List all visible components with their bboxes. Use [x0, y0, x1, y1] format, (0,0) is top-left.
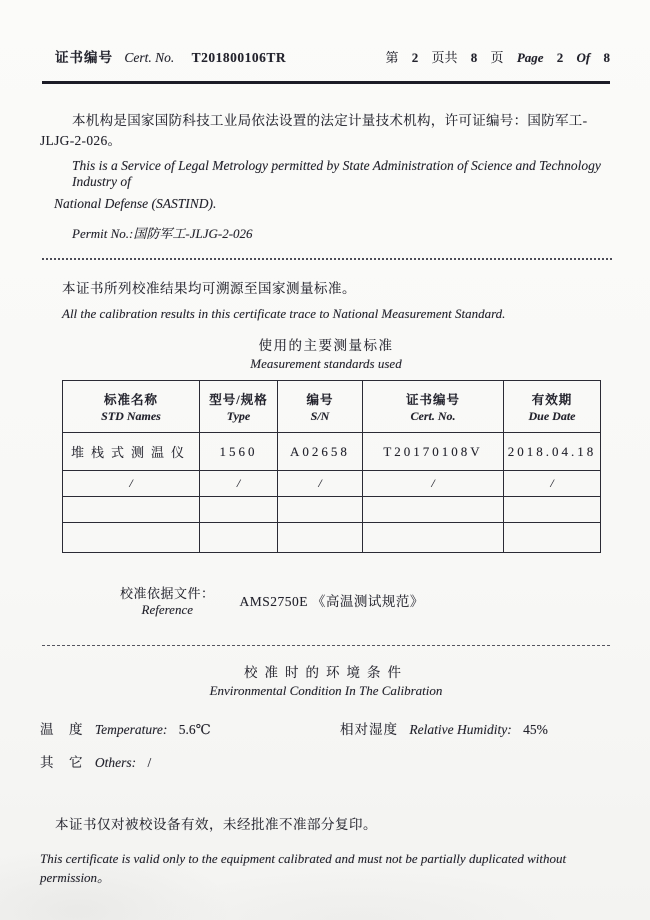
page-indicator — [386, 47, 612, 66]
table-row — [63, 497, 601, 523]
header-divider-line — [42, 81, 610, 84]
table-cell: 1560 — [200, 433, 278, 471]
environment-title-en: Environmental Condition In The Calibration — [209, 683, 443, 698]
reference-value: AMS2750E 《高温测试规范》 — [239, 594, 424, 609]
institution-statement-en-line2: National Defense (SASTIND). — [54, 196, 217, 211]
others-label-en: Others: — [94, 755, 137, 770]
others-value: / — [147, 755, 152, 770]
validity-statement-en: This certificate is valid only to the equipment calibrated and must not be partially duplicated without permission。 — [40, 851, 567, 885]
page-current: 2 — [411, 50, 419, 65]
page-zh-mid: 页共 — [431, 50, 458, 65]
page-en-total: 8 — [603, 50, 610, 65]
table-cell: / — [504, 471, 601, 497]
table-cell — [63, 497, 200, 523]
page-en-label: Page — [516, 50, 544, 65]
temperature-label-en: Temperature: — [94, 722, 168, 737]
table-header-row — [63, 381, 601, 433]
table-cell — [200, 497, 278, 523]
traceability-statement-en: All the calibration results in this certificate trace to National Measurement Standard. — [62, 306, 506, 321]
table-row — [63, 433, 601, 471]
cert-no-label-en: Cert. No. — [124, 50, 175, 65]
humidity-label-en: Relative Humidity: — [409, 722, 512, 737]
reference-label-en: Reference — [141, 602, 193, 617]
table-cell: / — [278, 471, 363, 497]
table-row — [63, 523, 601, 553]
table-cell: T20170108V — [363, 433, 504, 471]
reference-row — [120, 583, 612, 618]
table-header-sn: 编号 S/N — [278, 381, 363, 433]
cert-no-value: T201800106TR — [191, 50, 287, 65]
table-cell: A02658 — [278, 433, 363, 471]
environment-row-others — [40, 751, 612, 771]
dotted-divider-line — [42, 258, 612, 260]
temperature-label-zh: 温 度 — [40, 722, 84, 737]
reference-label-zh: 校准依据文件： — [120, 586, 215, 601]
table-cell: / — [63, 471, 200, 497]
table-cell: 堆栈式测温仪 — [63, 433, 200, 471]
measurement-standards-table — [62, 380, 601, 553]
table-cell — [278, 497, 363, 523]
table-cell — [363, 523, 504, 553]
reference-label — [120, 583, 215, 618]
certificate-number-line — [55, 46, 286, 66]
others-label-zh: 其 它 — [40, 755, 84, 770]
table-row — [63, 471, 601, 497]
environment-title-zh: 校准时的环境条件 — [244, 665, 408, 680]
humidity-label-zh: 相对湿度 — [340, 722, 398, 737]
dashed-divider-line — [42, 645, 610, 646]
temperature-value: 5.6℃ — [178, 722, 211, 737]
humidity-value: 45% — [523, 722, 548, 737]
table-cell: / — [200, 471, 278, 497]
table-cell: 2018.04.18 — [504, 433, 601, 471]
table-cell: / — [363, 471, 504, 497]
page-en-of: Of — [576, 50, 591, 65]
cert-no-label-zh: 证书编号 — [55, 50, 113, 65]
table-cell — [504, 497, 601, 523]
humidity-group — [340, 718, 548, 738]
temperature-group — [40, 718, 340, 738]
institution-statement-en-line1: This is a Service of Legal Metrology permitted by State Administration of Science and Technology Industry of — [72, 158, 601, 189]
page-total: 8 — [470, 50, 478, 65]
table-cell — [200, 523, 278, 553]
page-en-current: 2 — [556, 50, 564, 65]
page-header — [40, 0, 612, 66]
permit-number-line: Permit No.:国防军工-JLJG-2-026 — [72, 226, 253, 241]
validity-statement-zh: 本证书仅对被校设备有效，未经批准不准部分复印。 — [55, 817, 377, 832]
table-cell — [363, 497, 504, 523]
page-zh-prefix: 第 — [385, 50, 399, 65]
table-header-due-date: 有效期 Due Date — [504, 381, 601, 433]
table-header-type: 型号/规格 Type — [200, 381, 278, 433]
standards-title-zh: 使用的主要测量标准 — [258, 338, 394, 353]
traceability-statement-zh: 本证书所列校准结果均可溯源至国家测量标准。 — [62, 281, 356, 296]
table-header-std-names: 标准名称 STD Names — [63, 381, 200, 433]
institution-statement-zh: 本机构是国家国防科技工业局依法设置的法定计量技术机构，许可证编号：国防军工-JLJG-2-026。 — [40, 113, 588, 148]
table-header-cert-no: 证书编号 Cert. No. — [363, 381, 504, 433]
page-zh-suffix: 页 — [490, 50, 504, 65]
standards-title-en: Measurement standards used — [250, 356, 402, 371]
table-cell — [278, 523, 363, 553]
table-cell — [63, 523, 200, 553]
table-cell — [504, 523, 601, 553]
environment-row-temperature-humidity — [40, 718, 612, 738]
